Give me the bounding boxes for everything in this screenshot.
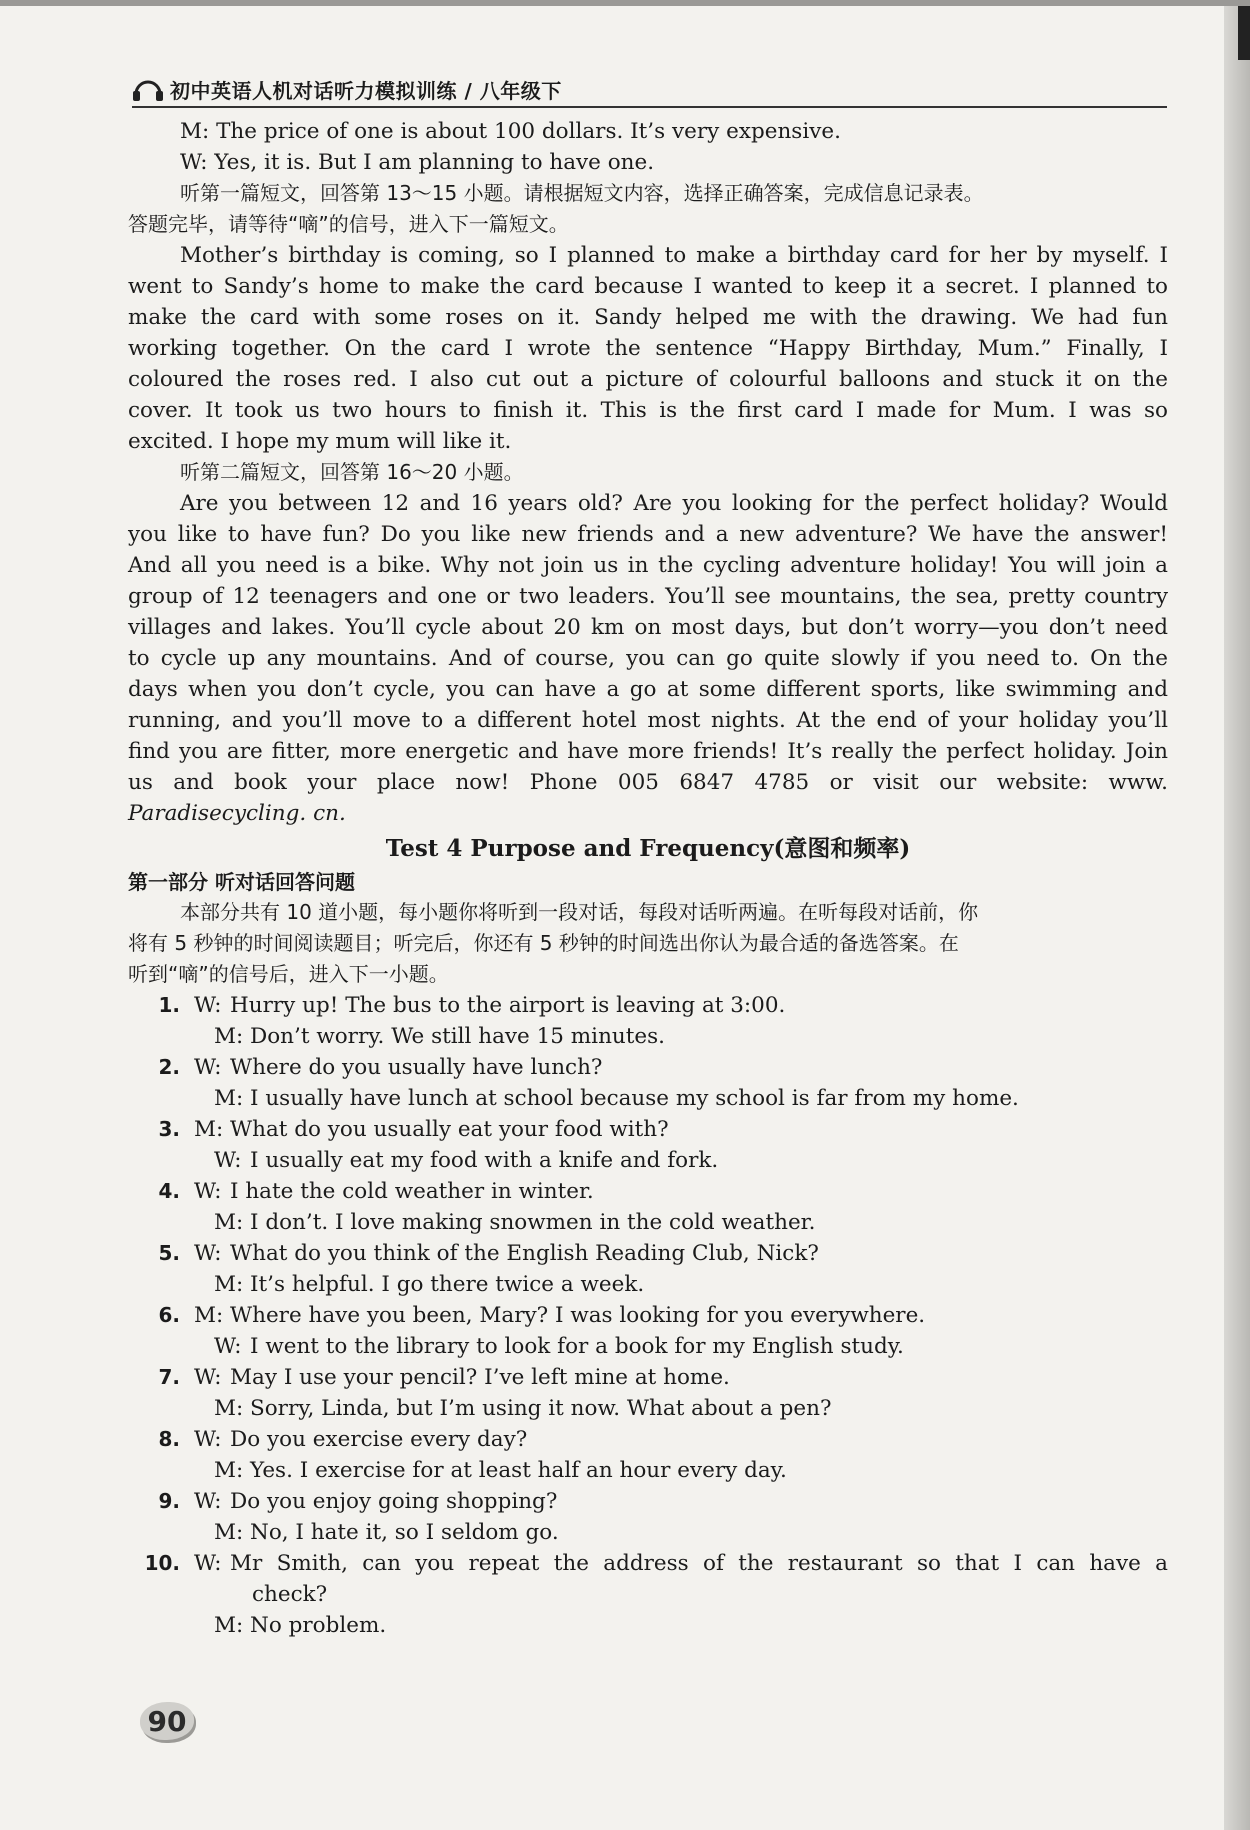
dialogue-answer: No, I hate it, so I seldom go. bbox=[250, 1520, 559, 1545]
dialogue-question: Hurry up! The bus to the airport is leaving at 3:00. bbox=[230, 993, 786, 1018]
speaker: W: bbox=[194, 1551, 222, 1576]
speaker: W: bbox=[194, 1179, 222, 1204]
instruction-line: 本部分共有 10 道小题，每小题你将听到一段对话，每段对话听两遍。在听每段对话前，你 bbox=[180, 900, 979, 924]
speaker: W: bbox=[194, 1055, 222, 1080]
dialogue-question: Do you enjoy going shopping? bbox=[230, 1489, 558, 1514]
passage-line: days when you don’t cycle, you can have a go at some different sports, like swimming and bbox=[128, 677, 1168, 702]
dialogue-question: May I use your pencil? I’ve left mine at home. bbox=[230, 1365, 730, 1390]
dialogue-answer: Sorry, Linda, but I’m using it now. What about a pen? bbox=[250, 1396, 832, 1421]
speaker: W: bbox=[214, 1148, 242, 1173]
speaker: M: bbox=[194, 1303, 224, 1328]
passage-line: make the card with some roses on it. Sandy helped me with the drawing. We had fun bbox=[128, 305, 1168, 330]
dialogue-question: What do you usually eat your food with? bbox=[230, 1117, 669, 1142]
dialogue-question: I hate the cold weather in winter. bbox=[230, 1179, 594, 1204]
dialogue-answer: I usually eat my food with a knife and fork. bbox=[250, 1148, 719, 1173]
passage-line: running, and you’ll move to a different hotel most nights. At the end of your holiday you’ll bbox=[128, 708, 1168, 733]
dialogue-item bbox=[128, 1300, 1168, 1362]
speaker: M: bbox=[214, 1086, 244, 1111]
dialogue-item bbox=[128, 1238, 1168, 1300]
running-header bbox=[132, 74, 562, 104]
question-number: 5. bbox=[158, 1241, 180, 1265]
dialogue-question-cont: check? bbox=[252, 1582, 328, 1607]
question-number: 7. bbox=[158, 1365, 180, 1389]
dialogue-item bbox=[128, 1424, 1168, 1486]
passage-line: find you are fitter, more energetic and have more friends! It’s really the perfect holiday. Join bbox=[128, 739, 1168, 764]
dialogue-item bbox=[128, 1362, 1168, 1424]
header-rule bbox=[132, 106, 1167, 108]
page-edge bbox=[1224, 0, 1250, 1830]
dialogue-item bbox=[128, 1548, 1168, 1641]
dialogue-question: Where do you usually have lunch? bbox=[230, 1055, 603, 1080]
passage-line: Mother’s birthday is coming, so I planned to make a birthday card for her by myself. I bbox=[180, 243, 1168, 268]
question-number: 3. bbox=[158, 1117, 180, 1141]
speaker: M: bbox=[214, 1458, 244, 1483]
passage-line: villages and lakes. You’ll cycle about 20 km on most days, but don’t worry—you don’t need bbox=[128, 615, 1168, 640]
instruction-line: 听第二篇短文，回答第 16～20 小题。 bbox=[180, 460, 524, 484]
instruction-line: 答题完毕，请等待“嘀”的信号，进入下一篇短文。 bbox=[128, 212, 569, 236]
question-number: 2. bbox=[158, 1055, 180, 1079]
dialogue-item bbox=[128, 1486, 1168, 1548]
dialogue-item bbox=[128, 1176, 1168, 1238]
dialogue-answer: I don’t. I love making snowmen in the cold weather. bbox=[250, 1210, 816, 1235]
passage-line: to cycle up any mountains. And of course, you can go quite slowly if you need to. On the bbox=[128, 646, 1168, 671]
passage-line: us and book your place now! Phone 005 6847 4785 or visit our website: www. bbox=[128, 770, 1168, 795]
dialogue-item bbox=[128, 990, 1168, 1052]
speaker: W: bbox=[214, 1334, 242, 1359]
website-text: Paradisecycling. cn. bbox=[128, 801, 346, 826]
question-number: 10. bbox=[144, 1551, 180, 1575]
speaker: M: bbox=[214, 1520, 244, 1545]
top-border bbox=[0, 0, 1250, 6]
page-edge-corner bbox=[1238, 0, 1250, 60]
speaker: W: bbox=[194, 1241, 222, 1266]
instruction-line: 听第一篇短文，回答第 13～15 小题。请根据短文内容，选择正确答案，完成信息记录表。 bbox=[180, 181, 984, 205]
instruction-line: 听到“嘀”的信号后，进入下一小题。 bbox=[128, 962, 449, 986]
dialogue-answer: No problem. bbox=[250, 1613, 387, 1638]
dialogue-question: What do you think of the English Reading Club, Nick? bbox=[230, 1241, 819, 1266]
speaker: W: bbox=[194, 1427, 222, 1452]
speaker: M: bbox=[214, 1396, 244, 1421]
dialogue-question: Do you exercise every day? bbox=[230, 1427, 528, 1452]
passage-line: coloured the roses red. I also cut out a picture of colourful balloons and stuck it on the bbox=[128, 367, 1168, 392]
page-content bbox=[128, 116, 1168, 1641]
dialogue-line: M: The price of one is about 100 dollars. It’s very expensive. bbox=[180, 119, 841, 144]
dialogue-line: W: Yes, it is. But I am planning to have one. bbox=[180, 150, 655, 175]
dialogue-answer: I went to the library to look for a book for my English study. bbox=[250, 1334, 904, 1359]
dialogue-item bbox=[128, 1114, 1168, 1176]
passage-line: group of 12 teenagers and one or two leaders. You’ll see mountains, the sea, pretty country bbox=[128, 584, 1168, 609]
speaker: W: bbox=[194, 1365, 222, 1390]
passage-line: cover. It took us two hours to finish it. This is the first card I made for Mum. I was so bbox=[128, 398, 1168, 423]
speaker: M: bbox=[214, 1272, 244, 1297]
dialogue-answer: Yes. I exercise for at least half an hour every day. bbox=[250, 1458, 787, 1483]
headphones-icon bbox=[132, 76, 164, 102]
dialogue-question: Where have you been, Mary? I was looking for you everywhere. bbox=[230, 1303, 926, 1328]
page-number: 90 bbox=[140, 1702, 194, 1740]
passage-line: went to Sandy’s home to make the card because I wanted to keep it a secret. I planned to bbox=[128, 274, 1168, 299]
passage-line: And all you need is a bike. Why not join us in the cycling adventure holiday! You will join a bbox=[128, 553, 1168, 578]
dialogue-question: Mr Smith, can you repeat the address of the restaurant so that I can have a bbox=[230, 1551, 1168, 1576]
question-number: 9. bbox=[158, 1489, 180, 1513]
question-number: 1. bbox=[158, 993, 180, 1017]
dialogue-answer: Don’t worry. We still have 15 minutes. bbox=[250, 1024, 665, 1049]
question-number: 6. bbox=[158, 1303, 180, 1327]
speaker: M: bbox=[214, 1024, 244, 1049]
passage-line: you like to have fun? Do you like new friends and a new adventure? We have the answer! bbox=[128, 522, 1168, 547]
speaker: M: bbox=[214, 1613, 244, 1638]
speaker: M: bbox=[194, 1117, 224, 1142]
passage-line: working together. On the card I wrote the sentence “Happy Birthday, Mum.” Finally, I bbox=[128, 336, 1168, 361]
header-title: 初中英语人机对话听力模拟训练 / 八年级下 bbox=[170, 78, 562, 103]
speaker: W: bbox=[194, 1489, 222, 1514]
passage-line: excited. I hope my mum will like it. bbox=[128, 429, 512, 454]
dialogue-item bbox=[128, 1052, 1168, 1114]
section-title: 第一部分 听对话回答问题 bbox=[128, 870, 355, 894]
question-number: 4. bbox=[158, 1179, 180, 1203]
dialogue-answer: I usually have lunch at school because my school is far from my home. bbox=[250, 1086, 1019, 1111]
speaker: W: bbox=[194, 993, 222, 1018]
question-number: 8. bbox=[158, 1427, 180, 1451]
dialogue-list bbox=[128, 990, 1168, 1641]
speaker: M: bbox=[214, 1210, 244, 1235]
dialogue-answer: It’s helpful. I go there twice a week. bbox=[250, 1272, 645, 1297]
passage-line: Are you between 12 and 16 years old? Are you looking for the perfect holiday? Would bbox=[180, 491, 1168, 516]
test-title: Test 4 Purpose and Frequency(意图和频率) bbox=[385, 835, 911, 862]
instruction-line: 将有 5 秒钟的时间阅读题目；听完后，你还有 5 秒钟的时间选出你认为最合适的备选答案。在 bbox=[128, 931, 959, 955]
